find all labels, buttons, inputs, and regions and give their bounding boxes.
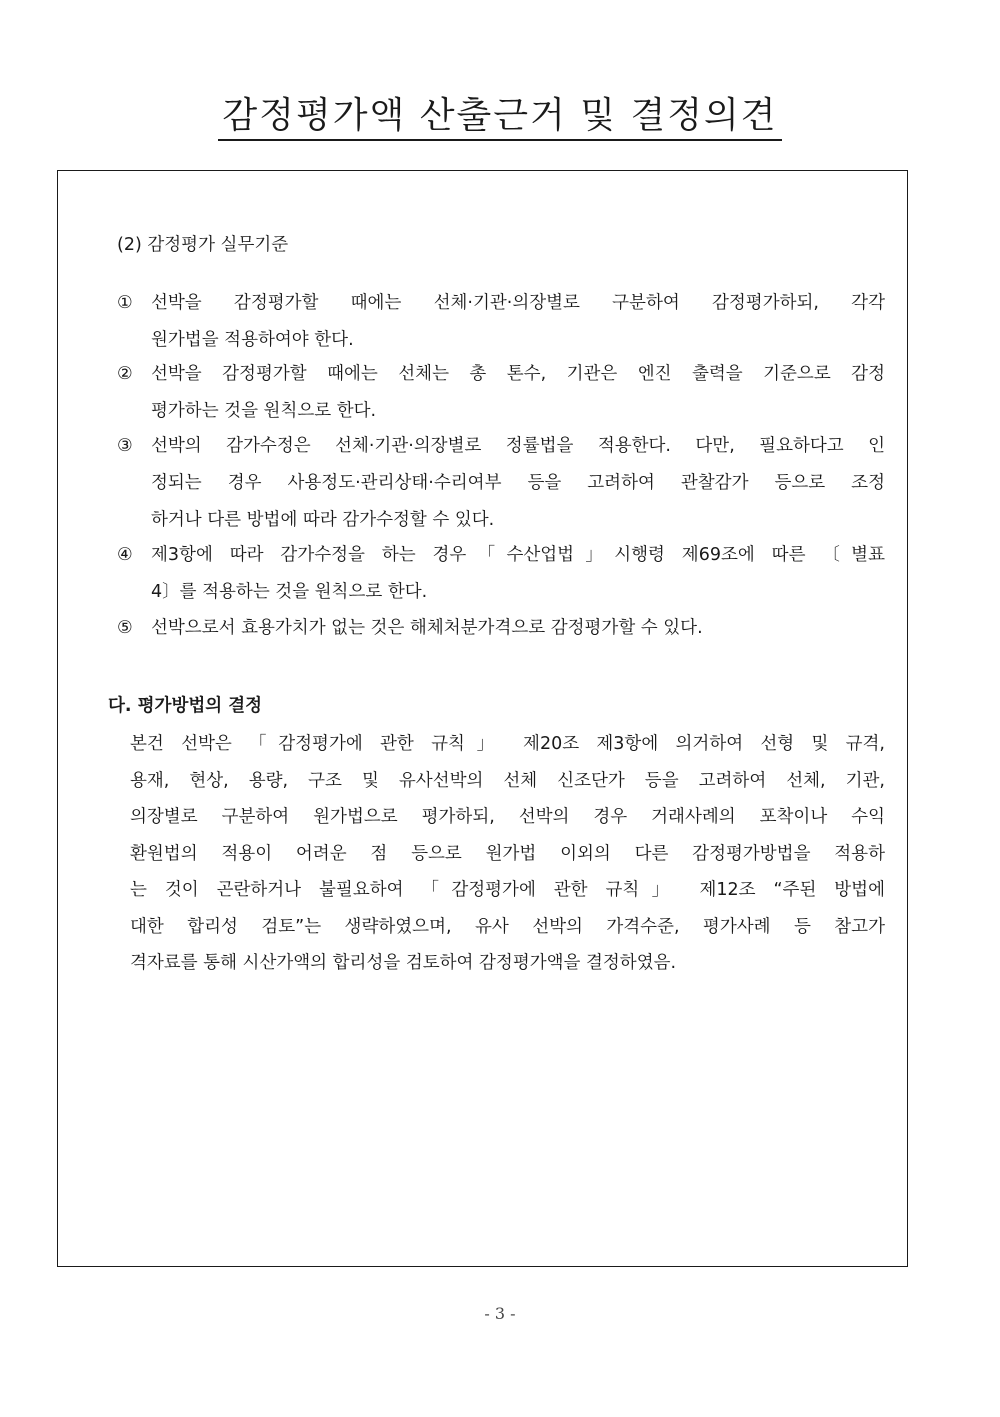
paragraph-line: 격자료를 통해 시산가액의 합리성을 검토하여 감정평가액을 결정하였음. (130, 953, 677, 973)
paragraph-line: 본건 선박은 「감정평가에 관한 규칙」 제20조 제3항에 의거하여 선형 및 규격, (130, 734, 885, 754)
section-paragraph (130, 726, 885, 982)
section-heading: 다. 평가방법의 결정 (108, 696, 263, 716)
item-number: ⑤ (117, 618, 133, 638)
list-item (117, 285, 885, 359)
page-number: - 3 - (484, 1304, 516, 1323)
paragraph-line: 용재, 현상, 용량, 구조 및 유사선박의 선체 신조단가 등을 고려하여 선체, 기관, (130, 770, 885, 791)
list-item (117, 537, 885, 611)
item-line: 선박을 감정평가할 때에는 선체·기관·의장별로 구분하여 감정평가하되, 각각 (151, 293, 885, 313)
item-line: 평가하는 것을 원칙으로 한다. (151, 401, 377, 421)
list-item (117, 610, 885, 647)
item-line: 선박의 감가수정은 선체·기관·의장별로 정률법을 적용한다. 다만, 필요하다고 인 (151, 436, 885, 456)
paragraph-line: 의장별로 구분하여 원가법으로 평가하되, 선박의 경우 거래사례의 포착이나 수익 (130, 807, 885, 827)
document-title (0, 92, 1000, 140)
item-line: 제3항에 따라 감가수정을 하는 경우「수산업법」시행령 제69조에 따른 〔별표 (151, 545, 885, 565)
item-number: ① (117, 293, 133, 313)
paragraph-line: 는 것이 곤란하거나 불필요하여 「감정평가에 관한 규칙」 제12조 “주된 방법에 (130, 880, 885, 900)
item-number: ② (117, 364, 133, 384)
item-line: 정되는 경우 사용정도·관리상태·수리여부 등을 고려하여 관찰감가 등으로 조정 (151, 473, 885, 493)
item-line: 선박을 감정평가할 때에는 선체는 총 톤수, 기관은 엔진 출력을 기준으로 감정 (151, 364, 885, 384)
item-line: 원가법을 적용하여야 한다. (151, 330, 354, 350)
item-line: 하거나 다른 방법에 따라 감가수정할 수 있다. (151, 510, 495, 530)
paragraph-line: 대한 합리성 검토”는 생략하였으며, 유사 선박의 가격수준, 평가사례 등 참고가 (130, 916, 885, 937)
list-item (117, 356, 885, 430)
item-line: 4〕를 적용하는 것을 원칙으로 한다. (151, 582, 428, 602)
item-number: ④ (117, 545, 133, 565)
item-number: ③ (117, 436, 133, 456)
item-line: 선박으로서 효용가치가 없는 것은 해체처분가격으로 감정평가할 수 있다. (151, 618, 703, 638)
paragraph-line: 환원법의 적용이 어려운 점 등으로 원가법 이외의 다른 감정평가방법을 적용하 (130, 843, 885, 864)
subheading: (2) 감정평가 실무기준 (117, 235, 289, 255)
list-item (117, 428, 885, 539)
document-title-text: 감정평가액 산출근거 및 결정의견 (218, 95, 781, 141)
